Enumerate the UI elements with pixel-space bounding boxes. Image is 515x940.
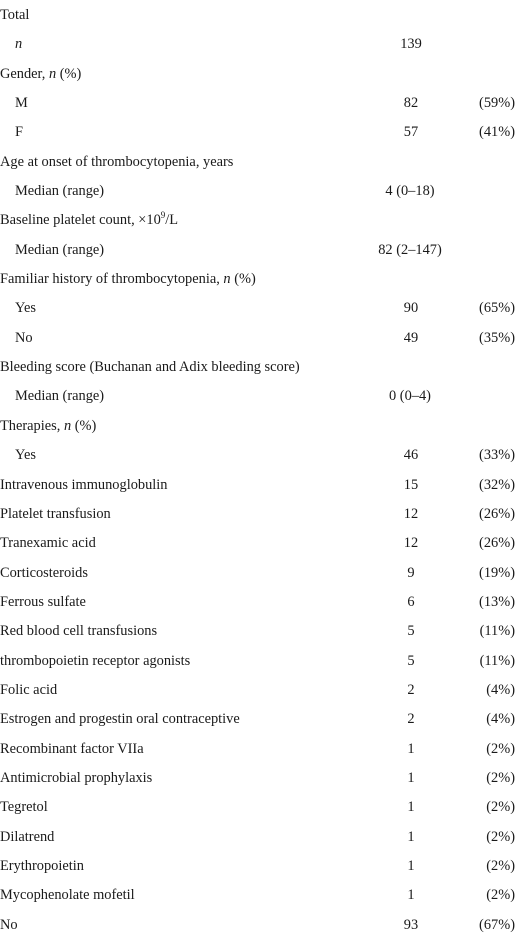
table-row	[0, 89, 515, 118]
table-row	[0, 382, 515, 411]
count-cell: 139	[400, 36, 422, 53]
row-label-text: Therapies,	[0, 417, 64, 434]
row-label: No	[15, 329, 33, 346]
row-label-text: (%)	[230, 271, 256, 288]
count-cell: 82	[403, 95, 419, 112]
row-label: Total	[0, 7, 30, 23]
table-row	[0, 617, 515, 646]
row-label-text: Familiar history of thrombocytopenia,	[0, 271, 224, 288]
row-label-italic: n	[223, 271, 231, 288]
table-row	[0, 559, 515, 588]
table-row	[0, 265, 515, 294]
row-label-text: (%)	[71, 417, 97, 434]
row-label: Age at onset of thrombocytopenia, years	[0, 153, 234, 170]
count-cell: 5	[407, 623, 415, 640]
percent-cell: (35%)	[479, 329, 515, 346]
row-label: M	[15, 95, 28, 112]
percent-cell: (2%)	[486, 887, 515, 904]
table-row	[0, 412, 515, 441]
table-row	[0, 60, 515, 89]
row-label	[0, 60, 81, 89]
row-label: Median (range)	[15, 241, 105, 258]
row-label-italic: n	[48, 65, 57, 82]
table-row	[0, 500, 515, 529]
row-label: Median (range)	[15, 388, 105, 405]
table-row	[0, 118, 515, 147]
count-cell: 2	[407, 681, 415, 698]
percent-cell: (2%)	[486, 828, 515, 845]
count-cell: 1	[407, 740, 415, 757]
table-row	[0, 1, 515, 30]
row-label: Platelet transfusion	[0, 505, 111, 522]
row-label: Intravenous immunoglobulin	[0, 476, 168, 493]
percent-cell: (4%)	[486, 681, 515, 698]
row-label: Dilatrend	[0, 828, 55, 845]
table-row	[0, 30, 515, 59]
row-label: Corticosteroids	[0, 564, 88, 581]
row-label: Folic acid	[0, 681, 58, 698]
row-label: thrombopoietin receptor agonists	[0, 652, 191, 669]
percent-cell: (65%)	[479, 300, 515, 317]
row-label: Estrogen and progestin oral contraceptive	[0, 711, 240, 728]
table-row	[0, 911, 515, 940]
table-row	[0, 735, 515, 764]
table-row	[0, 823, 515, 852]
percent-cell: (26%)	[479, 505, 515, 522]
percent-cell: (13%)	[479, 593, 515, 610]
percent-cell: (19%)	[479, 564, 515, 581]
row-label: Median (range)	[15, 183, 105, 200]
row-label: Ferrous sulfate	[0, 593, 86, 610]
row-label-superscript: 9	[160, 209, 166, 220]
count-cell: 1	[407, 857, 415, 874]
row-label: Mycophenolate mofetil	[0, 887, 135, 904]
percent-cell: (33%)	[479, 447, 515, 464]
table-row	[0, 324, 515, 353]
table-row	[0, 793, 515, 822]
row-label	[0, 265, 256, 294]
row-label-italic: n	[63, 417, 72, 434]
row-label: Red blood cell transfusions	[0, 623, 158, 640]
percent-cell: (67%)	[479, 916, 515, 933]
row-label-text: Gender,	[0, 65, 49, 82]
median-range-cell: 0 (0–4)	[389, 388, 431, 405]
percent-cell: (2%)	[486, 740, 515, 757]
table-row	[0, 471, 515, 500]
table-row	[0, 764, 515, 793]
table-row	[0, 236, 515, 265]
table-row	[0, 148, 515, 177]
row-label-text: /L	[165, 212, 179, 229]
row-label: Recombinant factor VIIa	[0, 740, 144, 757]
count-cell: 49	[403, 329, 419, 346]
row-label	[0, 412, 96, 441]
median-range-cell: 82 (2–147)	[378, 241, 442, 258]
table-row	[0, 353, 515, 382]
count-cell: 90	[403, 300, 419, 317]
table-row	[0, 647, 515, 676]
row-label: Erythropoietin	[0, 857, 84, 874]
row-label-text: Baseline platelet count, ×10	[0, 212, 161, 229]
row-label: Yes	[15, 447, 36, 464]
table-row	[0, 206, 515, 235]
table-row	[0, 881, 515, 910]
row-label	[15, 30, 22, 59]
count-cell: 57	[403, 124, 419, 141]
table-row	[0, 441, 515, 470]
row-label: Tranexamic acid	[0, 535, 96, 552]
percent-cell: (26%)	[479, 535, 515, 552]
percent-cell: (2%)	[486, 857, 515, 874]
percent-cell: (41%)	[479, 124, 515, 141]
count-cell: 1	[407, 799, 415, 816]
percent-cell: (4%)	[486, 711, 515, 728]
table-row	[0, 705, 515, 734]
count-cell: 5	[407, 652, 415, 669]
count-cell: 12	[403, 535, 419, 552]
median-range-cell: 4 (0–18)	[385, 183, 435, 200]
table-row	[0, 177, 515, 206]
percent-cell: (59%)	[479, 95, 515, 112]
row-label-text: (%)	[56, 65, 82, 82]
table-row	[0, 852, 515, 881]
row-label: Antimicrobial prophylaxis	[0, 769, 153, 786]
count-cell: 12	[403, 505, 419, 522]
count-cell: 15	[403, 476, 419, 493]
row-label: Tegretol	[0, 799, 48, 816]
count-cell: 46	[403, 447, 419, 464]
percent-cell: (2%)	[486, 799, 515, 816]
percent-cell: (11%)	[479, 623, 515, 640]
count-cell: 93	[403, 916, 419, 933]
table-row	[0, 294, 515, 323]
count-cell: 6	[407, 593, 415, 610]
row-label	[0, 206, 178, 235]
table-row	[0, 588, 515, 617]
row-label: Bleeding score (Buchanan and Adix bleeding score)	[0, 359, 300, 376]
row-label-italic: n	[15, 36, 23, 53]
count-cell: 2	[407, 711, 415, 728]
table-row	[0, 676, 515, 705]
count-cell: 9	[407, 564, 415, 581]
percent-cell: (11%)	[479, 652, 515, 669]
table-row	[0, 529, 515, 558]
row-label: Yes	[15, 300, 36, 317]
count-cell: 1	[407, 887, 415, 904]
percent-cell: (32%)	[479, 476, 515, 493]
row-label: No	[0, 916, 18, 933]
count-cell: 1	[407, 828, 415, 845]
count-cell: 1	[407, 769, 415, 786]
row-label: F	[15, 124, 24, 141]
percent-cell: (2%)	[486, 769, 515, 786]
